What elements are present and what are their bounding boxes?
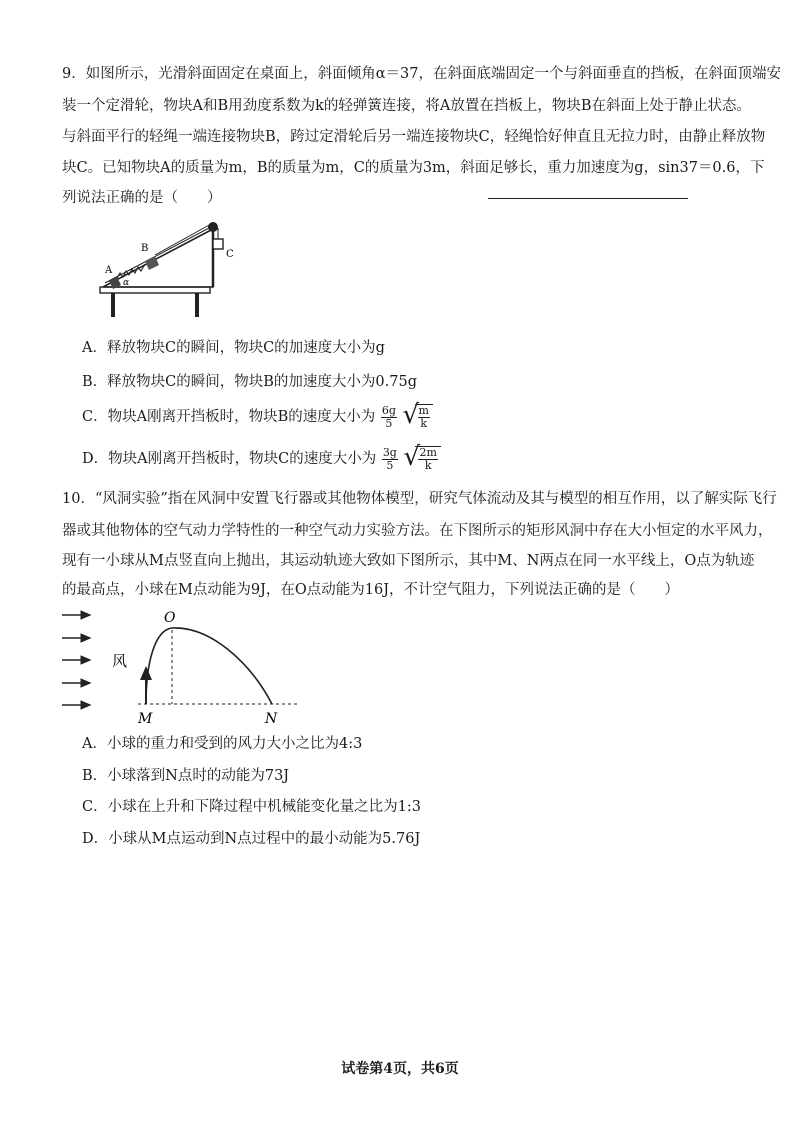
q9-option-d[interactable] bbox=[82, 446, 441, 472]
q9-text-line: 装一个定滑轮，物块A和B用劲度系数为k的轻弹簧连接，将A放置在挡板上，物块B在斜面上处于静止状态。 bbox=[62, 98, 752, 114]
incline-body bbox=[103, 229, 213, 287]
sqrt-radical bbox=[405, 446, 440, 472]
label-o: O bbox=[164, 610, 176, 626]
q10-text-line: 器或其他物体的空气动力学特性的一种空气动力实验方法。在下图所示的矩形风洞中存在大小恒定的水平风力， bbox=[62, 523, 773, 539]
table-top bbox=[100, 287, 210, 293]
q9-option-a[interactable]: A．释放物块C的瞬间，物块C的加速度大小为g bbox=[82, 340, 385, 356]
label-b: B bbox=[141, 243, 149, 254]
q10-text-line: 的最高点，小球在M点动能为9J，在O点动能为16J，不计空气阻力，下列说法正确的是（ ） bbox=[62, 582, 680, 598]
label-m: M bbox=[138, 711, 153, 727]
q9-option-c[interactable] bbox=[82, 404, 433, 430]
q9-text-line: 列说法正确的是（ ） bbox=[62, 190, 222, 206]
q9-option-b[interactable]: B．释放物块C的瞬间，物块B的加速度大小为0.75g bbox=[82, 374, 417, 390]
pulley-icon bbox=[208, 222, 218, 232]
label-a: A bbox=[105, 265, 113, 276]
fraction bbox=[382, 447, 398, 472]
q10-text-line: 10．“风洞实验”指在风洞中安置飞行器或其他物体模型，研究气体流动及其与模型的相互作用，以了解实际飞行 bbox=[62, 491, 777, 507]
sqrt-radical bbox=[405, 404, 433, 430]
page-footer: 试卷第4页，共6页 bbox=[341, 1061, 459, 1077]
q9-text-line: 块C。已知物块A的质量为m，B的质量为m，C的质量为3m，斜面足够长，重力加速度为g，sin37＝0.6，下 bbox=[62, 160, 765, 176]
rope bbox=[155, 224, 211, 255]
q9-option-d-text: D．物块A刚离开挡板时，物块C的速度大小为 bbox=[82, 451, 377, 467]
label-alpha: α bbox=[123, 278, 130, 288]
q10-text-line: 现有一小球从M点竖直向上抛出，其运动轨迹大致如下图所示，其中M、N两点在同一水平线上，O点为轨迹 bbox=[62, 553, 755, 569]
q9-text-line: 与斜面平行的轻绳一端连接物块B，跨过定滑轮后另一端连接物块C，轻绳恰好伸直且无拉力时，由静止释放物 bbox=[62, 129, 766, 145]
q10-option-c[interactable]: C．小球在上升和下降过程中机械能变化量之比为1:3 bbox=[82, 799, 421, 815]
q9-text-line: 9．如图所示，光滑斜面固定在桌面上，斜面倾角α＝37，在斜面底端固定一个与斜面垂直的挡板，在斜面顶端安 bbox=[62, 66, 781, 82]
q10-trajectory-figure bbox=[60, 602, 310, 727]
fraction-numerator: 3g bbox=[382, 445, 397, 459]
radicand-numerator: √ 2m bbox=[419, 446, 437, 459]
fraction-denominator: 5 bbox=[386, 458, 394, 472]
q10-option-b[interactable]: B．小球落到N点时的动能为73J bbox=[82, 768, 290, 784]
spring-icon bbox=[117, 264, 145, 278]
radicand-fraction bbox=[418, 405, 430, 430]
radicand-denominator: k bbox=[424, 459, 432, 472]
fraction bbox=[381, 405, 397, 430]
q10-option-a[interactable]: A．小球的重力和受到的风力大小之比为4:3 bbox=[82, 736, 363, 752]
radicand-denominator: k bbox=[420, 417, 428, 430]
answer-underline bbox=[488, 198, 688, 199]
radicand-fraction bbox=[418, 447, 437, 472]
fraction-numerator: 6g bbox=[381, 403, 396, 417]
radicand-numerator: √ m bbox=[418, 404, 429, 417]
q9-option-c-text: C．物块A刚离开挡板时，物块B的速度大小为 bbox=[82, 409, 376, 425]
fraction-denominator: 5 bbox=[385, 416, 393, 430]
trajectory-curve bbox=[146, 628, 272, 704]
label-n: N bbox=[265, 711, 278, 727]
q9-incline-figure bbox=[95, 215, 245, 325]
wind-label: 风 bbox=[112, 652, 128, 670]
label-c: C bbox=[226, 249, 234, 260]
q10-option-d[interactable]: D．小球从M点运动到N点过程中的最小动能为5.76J bbox=[82, 831, 421, 847]
block-c bbox=[213, 239, 223, 249]
